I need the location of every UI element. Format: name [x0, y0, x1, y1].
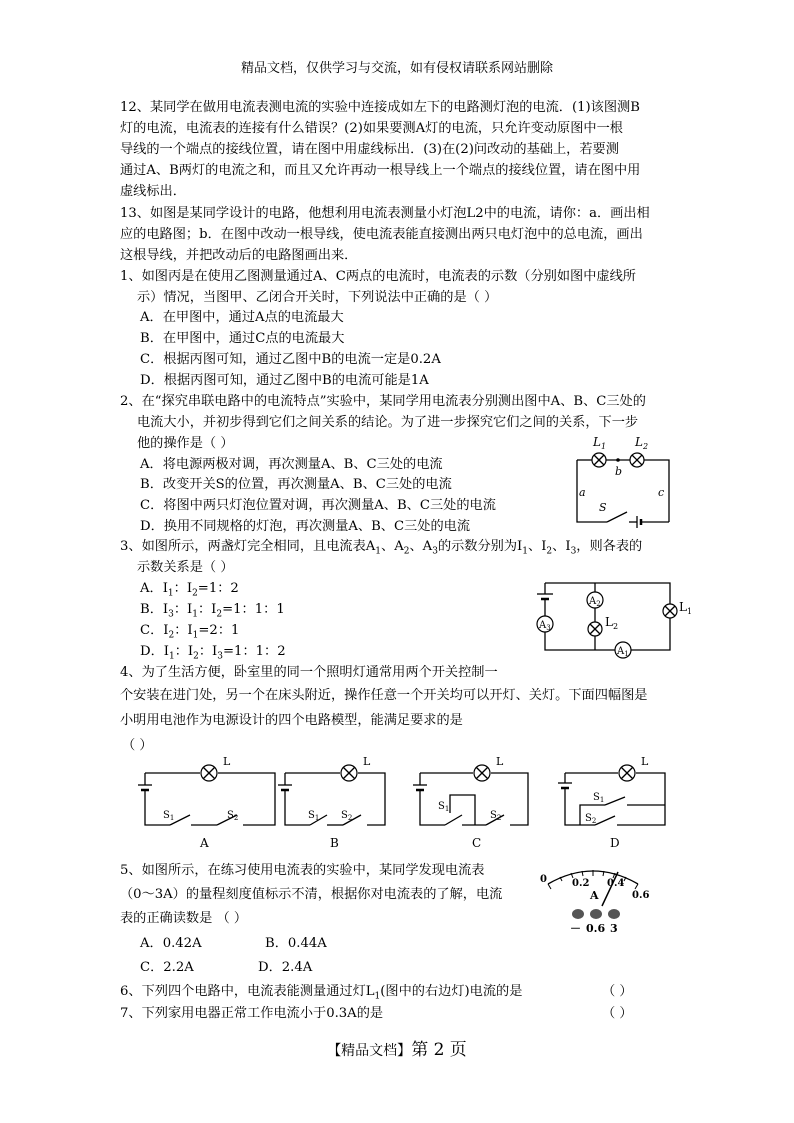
svg-text:B: B	[330, 836, 339, 850]
ammeter-dial-figure	[538, 862, 648, 940]
page-number: 第 2 页	[411, 1040, 467, 1060]
q4-line: 个安装在进门处，另一个在床头附近，操作任意一个开关均可以开灯、关灯。下面四幅图是	[120, 688, 648, 703]
q5-option: D．2.4A	[258, 960, 313, 975]
svg-text:A1: $A_1$	[617, 646, 629, 658]
q5-line: 表的正确读数是 （ ）	[120, 911, 248, 926]
q2-stem: 电流大小，并初步得到它们之间关系的结论。为了进一步探究它们之间的关系，下一步	[137, 415, 639, 430]
svg-text:L: L	[363, 755, 371, 768]
question-6: 6、下列四个电路中，电流表能测量通过灯$L_1$(图中的右边灯)电流的是	[120, 984, 523, 1002]
svg-text:0.6: 0.6	[632, 890, 650, 901]
svg-text:L2: $L_2$	[635, 435, 649, 451]
svg-text:L: L	[496, 755, 504, 768]
circuit-d	[558, 755, 665, 850]
q4-answer-paren: （ ）	[122, 738, 153, 753]
footer-prefix: 【精品文档】	[327, 1043, 412, 1059]
svg-text:S2: $S_2$	[490, 810, 502, 822]
q2-stem: 2、在“探究串联电路中的电流特点”实验中，某同学用电流表分别测出图中A、B、C三处的	[120, 394, 646, 409]
svg-text:D: D	[610, 836, 620, 850]
q3-option: A．$I_1$：$I_2=1$：2	[140, 581, 239, 599]
svg-text:3: 3	[610, 922, 618, 935]
terminals-icon	[572, 909, 620, 919]
q1-option: A．在甲图中，通过A点的电流最大	[140, 310, 344, 325]
svg-text:－: －	[570, 922, 581, 935]
q4-line: 小明用电池作为电源设计的四个电路模型，能满足要求的是	[120, 713, 463, 728]
q1-option: B．在甲图中，通过C点的电流最大	[140, 331, 345, 346]
series-circuit-figure	[565, 432, 685, 527]
svg-text:a: a	[579, 486, 586, 499]
svg-text:S1: $S_1$	[163, 810, 175, 822]
svg-text:A2: $A_2$	[589, 596, 601, 608]
svg-text:C: C	[472, 836, 482, 850]
question-7: 7、下列家用电器正常工作电流小于0.3A的是	[120, 1006, 384, 1021]
svg-text:L: L	[641, 755, 649, 768]
q3-stem: 3、如图所示，两盏灯完全相同，且电流表$A_1$、$A_2$、$A_3$的示数分别为$I_1$、$I_2$、$I_3$，则各表的	[120, 539, 643, 557]
svg-text:0.6: 0.6	[586, 922, 606, 935]
svg-text:S2: $S_2$	[227, 810, 239, 822]
q2-option: D．换用不同规格的灯泡，再次测量A、B、C三处的电流	[140, 519, 471, 534]
svg-text:A3: $A_3$	[539, 620, 551, 632]
circuit-c	[413, 755, 528, 850]
q3-option: D．$I_1$：$I_2$：$I_3=1$：1：2	[140, 644, 286, 662]
q13-line: 应的电路图；b．在图中改动一根导线，使电流表能直接测出两只电灯泡中的总电流，画出	[120, 227, 643, 242]
q5-option: A．0.42A	[140, 936, 202, 951]
q2-option: B．改变开关S的位置，再次测量A、B、C三处的电流	[140, 477, 452, 492]
svg-text:S2: $S_2$	[585, 813, 597, 825]
q7-answer-paren: （ ）	[602, 1006, 633, 1021]
svg-text:S2: $S_2$	[341, 810, 353, 822]
q12-line: 虚线标出．	[120, 184, 186, 199]
svg-text:S1: $S_1$	[593, 792, 605, 804]
q3-stem: 示数关系是（ ）	[137, 560, 234, 575]
q6-answer-paren: （ ）	[602, 984, 633, 999]
q2-option: A．将电源两极对调，再次测量A、B、C三处的电流	[140, 457, 443, 472]
q13-line: 13、如图是某同学设计的电路，他想利用电流表测量小灯泡L2中的电流，请你：a．画出相	[120, 206, 650, 221]
q1-option: D．根据丙图可知，通过乙图中B的电流可能是1A	[140, 373, 429, 388]
q5-line: （0～3A）的量程刻度值标示不清，根据你对电流表的了解，电流	[120, 887, 503, 902]
svg-text:c: c	[658, 486, 665, 499]
svg-text:S: S	[599, 501, 607, 514]
q12-line: 通过A、B两灯的电流之和，而且又允许再动一根导线上一个端点的接线位置，请在图中用	[120, 163, 641, 178]
q5-option: B．0.44A	[265, 936, 327, 951]
svg-text:0.4: 0.4	[607, 878, 625, 889]
svg-text:0.2: 0.2	[572, 878, 590, 889]
svg-text:S1: $S_1$	[308, 810, 320, 822]
q1-stem: 示）情况，当图甲、乙闭合开关时，下列说法中正确的是（ ）	[137, 290, 498, 305]
q12-line: 12、某同学在做用电流表测电流的实验中连接成如左下的电路测灯泡的电流．(1)该图测B	[120, 100, 640, 115]
circuit-a	[138, 755, 275, 850]
q5-line: 5、如图所示，在练习使用电流表的实验中，某同学发现电流表	[120, 863, 485, 878]
q13-line: 这根导线，并把改动后的电路图画出来．	[120, 248, 358, 263]
svg-text:L1: $L_1$	[593, 435, 607, 451]
q12-line: 导线的一个端点的接线位置，请在图中用虚线标出．(3)在(2)问改动的基础上，若要测	[120, 142, 619, 157]
svg-text:0: 0	[540, 874, 547, 885]
svg-text:b: b	[615, 465, 623, 478]
svg-text:L: L	[223, 755, 231, 768]
q4-circuits-figure	[125, 755, 685, 855]
q5-option: C．2.2A	[140, 960, 194, 975]
parallel-circuit-figure	[530, 578, 693, 666]
svg-text:S1: $S_1$	[438, 801, 450, 813]
q12-line: 灯的电流，电流表的连接有什么错误？(2)如果要测A灯的电流，只允许变动原图中一根	[120, 121, 623, 136]
svg-text:L2: $L_2$	[605, 615, 619, 631]
svg-text:A: A	[590, 889, 599, 902]
q2-option: C．将图中两只灯泡位置对调，再次测量A、B、C三处的电流	[140, 498, 496, 513]
q1-option: C．根据丙图可知，通过乙图中B的电流一定是0.2A	[140, 352, 441, 367]
q2-stem: 他的操作是（ ）	[137, 436, 234, 451]
svg-text:L1: $L_1$	[679, 600, 693, 616]
q3-option: C．$I_2$：$I_1=2$：1	[140, 623, 240, 641]
svg-text:A: A	[200, 836, 209, 850]
page-footer	[0, 1035, 794, 1060]
page-header: 精品文档，仅供学习与交流，如有侵权请联系网站删除	[240, 61, 553, 76]
circuit-b	[278, 755, 385, 850]
q4-line: 4、为了生活方便，卧室里的同一个照明灯通常用两个开关控制一	[120, 665, 498, 680]
q1-stem: 1、如图丙是在使用乙图测量通过A、C两点的电流时，电流表的示数（分别如图中虚线所	[120, 269, 636, 284]
q3-option: B．$I_3$：$I_1$：$I_2=1$：1：1	[140, 602, 285, 620]
